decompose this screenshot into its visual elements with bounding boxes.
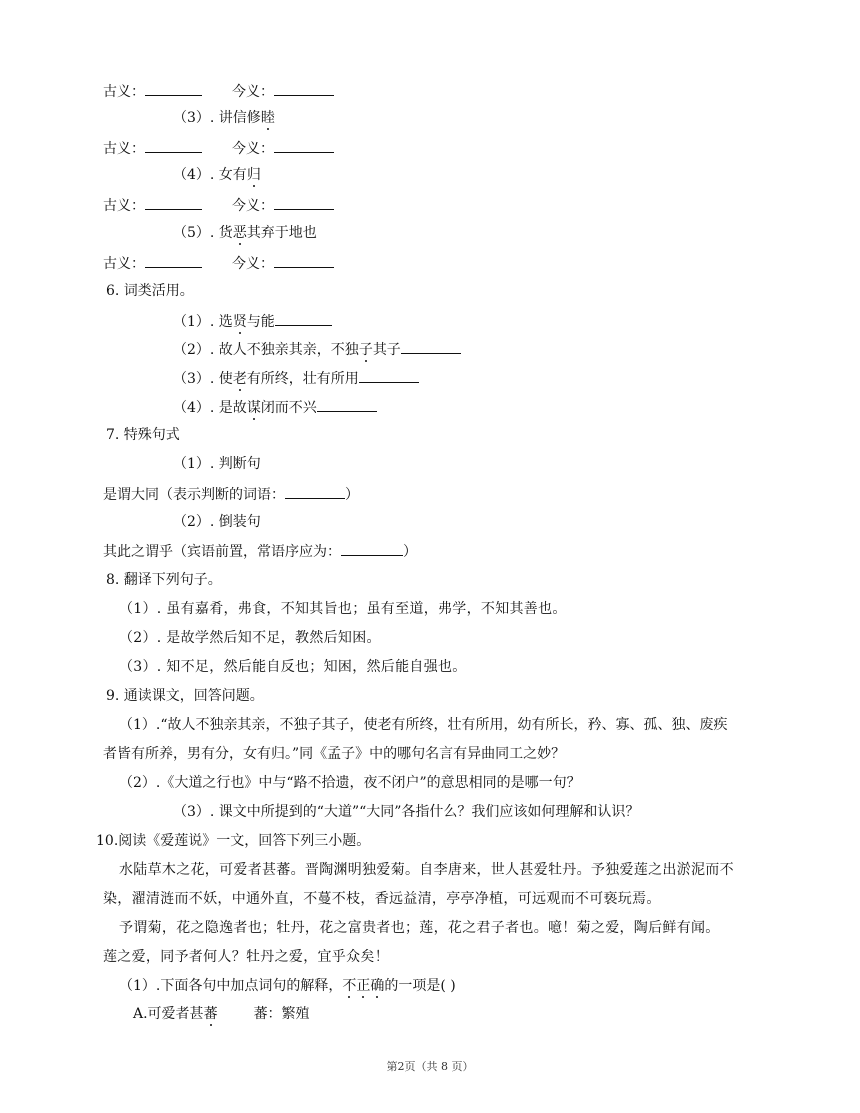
answer-blank[interactable] [145, 137, 202, 153]
q8-item-1: （1）. 虽有嘉肴，弗食，不知其旨也；虽有至道，弗学，不知其善也。 [119, 601, 567, 617]
answer-blank[interactable] [145, 252, 202, 268]
q7-item-1: （1）. 判断句 [173, 456, 261, 472]
answer-blank[interactable] [401, 338, 461, 354]
line-gu-jin-3: 古义： 今义： [103, 194, 334, 216]
q6-item-3: （3）. 使老有所终，壮有所用 [173, 367, 419, 389]
q9-item-3: （3）. 课文中所提到的“大道”“大同”各指什么？我们应该如何理解和认识？ [173, 804, 640, 820]
q9-item-1-line1: （1）.“故人不独亲其亲，不独子其子，使老有所终，壮有所用，幼有所长，矜、寡、孤、独、废疾 [119, 717, 728, 733]
answer-blank[interactable] [274, 80, 334, 96]
answer-blank[interactable] [145, 194, 202, 210]
q7-item-2-sentence: 其此之谓乎（宾语前置，常语序应为： ） [103, 540, 417, 562]
item-4: （4）. 女有归 [173, 167, 261, 183]
answer-blank[interactable] [275, 310, 332, 326]
answer-blank[interactable] [274, 252, 334, 268]
line-gu-jin-2: 古义： 今义： [103, 137, 334, 159]
answer-blank[interactable] [285, 483, 345, 499]
q6-item-2: （2）. 故人不独亲其亲，不独子其子 [173, 338, 461, 360]
q6-item-4: （4）. 是故谋闭而不兴 [173, 396, 377, 418]
question-9-title: 9. 通读课文，回答问题。 [106, 688, 264, 704]
page-footer: 第2页（共 8 页） [386, 1060, 474, 1073]
line-gu-jin-4: 古义： 今义： [103, 252, 334, 274]
passage-para1-line2: 染，濯清涟而不妖，中通外直，不蔓不枝，香远益清，亭亭净植，可远观而不可亵玩焉。 [103, 891, 661, 907]
answer-blank[interactable] [341, 540, 403, 556]
q7-item-1-sentence: 是谓大同（表示判断的词语： ） [103, 483, 359, 505]
item-5: （5）. 货恶其弃于地也 [173, 225, 317, 241]
answer-blank[interactable] [274, 194, 334, 210]
answer-blank[interactable] [145, 80, 202, 96]
passage-para2-line2: 莲之爱，同予者何人？牡丹之爱，宜乎众矣！ [103, 949, 389, 965]
q8-item-3: （3）. 知不足，然后能自反也；知困，然后能自强也。 [119, 659, 467, 675]
q7-item-2: （2）. 倒装句 [173, 514, 261, 530]
item-3: （3）. 讲信修睦 [173, 110, 275, 126]
question-10-title: 10.阅读《爱莲说》一文，回答下列三小题。 [96, 833, 371, 849]
q9-item-2: （2）.《大道之行也》中与“路不拾遗，夜不闭户”的意思相同的是哪一句？ [119, 775, 581, 791]
q8-item-2: （2）. 是故学然后知不足，教然后知困。 [119, 630, 381, 646]
answer-blank[interactable] [359, 367, 419, 383]
q10-item-1: （1）.下面各句中加点词句的解释，不正确的一项是( ) [119, 978, 456, 994]
q9-item-1-line2: 者皆有所养，男有分，女有归。”同《孟子》中的哪句名言有异曲同工之妙？ [103, 746, 566, 762]
question-8-title: 8. 翻译下列句子。 [106, 572, 222, 588]
passage-para2-line1: 予谓菊，花之隐逸者也；牡丹，花之富贵者也；莲，花之君子者也。噫！菊之爱，陶后鲜有闻。 [119, 920, 720, 936]
question-7-title: 7. 特殊句式 [106, 427, 180, 443]
answer-blank[interactable] [317, 396, 377, 412]
answer-blank[interactable] [274, 137, 334, 153]
line-gu-jin-1: 古义： 今义： [103, 80, 334, 102]
option-a[interactable]: A.可爱者甚蕃 蕃：繁殖 [133, 1006, 310, 1022]
q6-item-1: （1）. 选贤与能 [173, 310, 332, 332]
passage-para1-line1: 水陆草木之花，可爱者甚蕃。晋陶渊明独爱菊。自李唐来，世人甚爱牡丹。予独爱莲之出淤泥而不 [119, 862, 734, 878]
question-6-title: 6. 词类活用。 [106, 283, 194, 299]
